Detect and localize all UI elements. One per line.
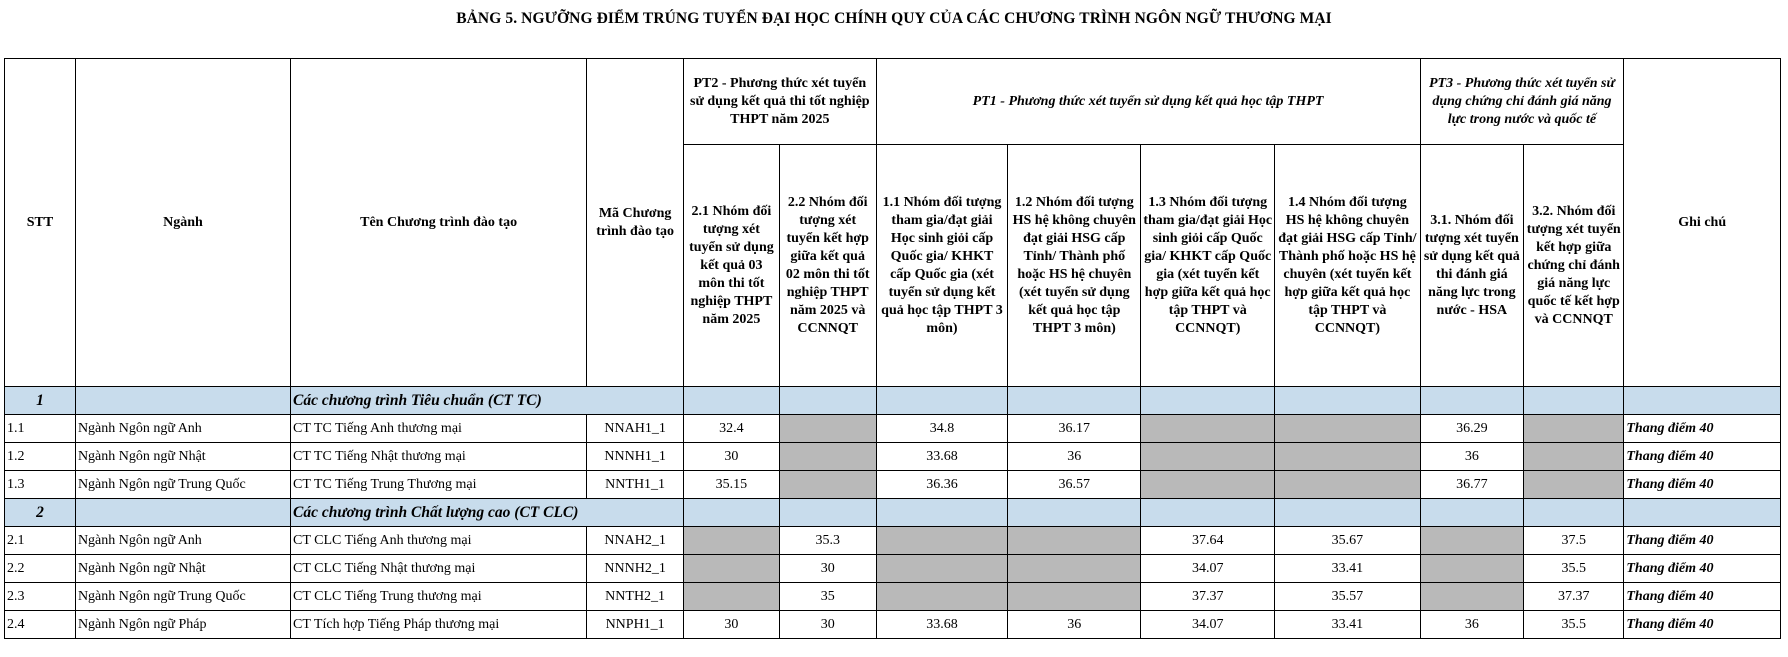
score-cell: 33.68 [876,443,1008,471]
score-cell: 33.41 [1275,555,1420,583]
row-stt: 1.3 [5,471,76,499]
header-pt2: PT2 - Phương thức xét tuyển sử dụng kết quả thi tốt nghiệp THPT năm 2025 [684,59,877,145]
score-cell: 36.17 [1008,415,1141,443]
score-cell: 30 [779,611,876,639]
row-program-name: CT TC Tiếng Nhật thương mại [291,443,587,471]
header-sub-3-1: 3.1. Nhóm đối tượng xét tuyển sử dụng kết quả thi đánh giá năng lực trong nước - HSA [1420,145,1524,387]
row-program-code: NNAH1_1 [587,415,684,443]
section-empty-cell [1275,499,1420,527]
row-note: Thang điểm 40 [1624,415,1781,443]
header-sub-1-1: 1.1 Nhóm đối tượng tham gia/đạt giải Học sinh giỏi cấp Quốc gia/ KHKT cấp Quốc gia (xét tuyển sử dụng kết quả học tập THPT 3 môn) [876,145,1008,387]
score-cell: 36.36 [876,471,1008,499]
table-body [5,387,1781,639]
section-row [5,387,1781,415]
section-title: Các chương trình Tiêu chuẩn (CT TC) [291,387,684,415]
table-row [5,611,1781,639]
row-program-code: NNPH1_1 [587,611,684,639]
score-cell: 35.67 [1275,527,1420,555]
header-program-code: Mã Chương trình đào tạo [587,59,684,387]
row-stt: 1.1 [5,415,76,443]
table-title: BẢNG 5. NGƯỠNG ĐIỂM TRÚNG TUYỂN ĐẠI HỌC CHÍNH QUY CỦA CÁC CHƯƠNG TRÌNH NGÔN NGỮ THƯƠNG MẠI [456,10,1332,27]
score-cell: 37.5 [1524,527,1624,555]
header-sub-3-2: 3.2. Nhóm đối tượng xét tuyển kết hợp giữa chứng chỉ đánh giá năng lực quốc tế kết hợp và CCNNQT [1524,145,1624,387]
empty-score-cell [1275,471,1420,499]
header-stt: STT [5,59,76,387]
row-stt: 1.2 [5,443,76,471]
section-row [5,499,1781,527]
section-empty-cell [1624,499,1781,527]
row-stt: 2.2 [5,555,76,583]
table-row [5,415,1781,443]
score-cell: 34.8 [876,415,1008,443]
row-note: Thang điểm 40 [1624,443,1781,471]
score-cell: 30 [779,555,876,583]
section-empty-cell [876,387,1008,415]
row-note: Thang điểm 40 [1624,583,1781,611]
row-note: Thang điểm 40 [1624,611,1781,639]
header-sub-1-4: 1.4 Nhóm đối tượng HS hệ không chuyên đạt giải HSG cấp Tỉnh/ Thành phố hoặc HS hệ chuyên (xét tuyển kết hợp giữa kết quả học tập THPT và CCNNQT) [1275,145,1420,387]
score-cell: 36 [1008,443,1141,471]
section-empty-cell [1008,499,1141,527]
header-sub-2-2: 2.2 Nhóm đối tượng xét tuyển kết hợp giữa kết quả 02 môn thi tốt nghiệp THPT năm 2025 và CCNNQT [779,145,876,387]
row-major: Ngành Ngôn ngữ Nhật [75,555,290,583]
header-sub-1-2: 1.2 Nhóm đối tượng HS hệ không chuyên đạt giải HSG cấp Tỉnh/ Thành phố hoặc HS hệ chuyên (xét tuyển sử dụng kết quả học tập THPT 3 môn) [1008,145,1141,387]
row-program-code: NNNH1_1 [587,443,684,471]
section-empty-cell [75,387,290,415]
score-cell: 35.5 [1524,611,1624,639]
empty-score-cell [684,527,780,555]
row-program-name: CT Tích hợp Tiếng Pháp thương mại [291,611,587,639]
row-program-code: NNNH2_1 [587,555,684,583]
row-program-code: NNTH1_1 [587,471,684,499]
row-program-name: CT TC Tiếng Anh thương mại [291,415,587,443]
row-program-name: CT TC Tiếng Trung Thương mại [291,471,587,499]
empty-score-cell [1275,415,1420,443]
section-empty-cell [1008,387,1141,415]
row-major: Ngành Ngôn ngữ Anh [75,415,290,443]
score-cell: 34.07 [1141,555,1275,583]
section-empty-cell [876,499,1008,527]
section-number: 1 [5,387,76,415]
section-empty-cell [1275,387,1420,415]
empty-score-cell [1141,443,1275,471]
section-empty-cell [1524,387,1624,415]
score-cell: 35.57 [1275,583,1420,611]
score-cell: 37.37 [1141,583,1275,611]
score-cell: 33.41 [1275,611,1420,639]
score-cell: 35.3 [779,527,876,555]
section-empty-cell [684,387,780,415]
score-cell: 34.07 [1141,611,1275,639]
empty-score-cell [779,443,876,471]
row-major: Ngành Ngôn ngữ Trung Quốc [75,471,290,499]
section-empty-cell [1420,499,1524,527]
row-note: Thang điểm 40 [1624,527,1781,555]
score-cell: 32.4 [684,415,780,443]
header-pt3: PT3 - Phương thức xét tuyển sử dụng chứng chỉ đánh giá năng lực trong nước và quốc tế [1420,59,1624,145]
header-sub-2-1: 2.1 Nhóm đối tượng xét tuyển sử dụng kết quả 03 môn thi tốt nghiệp THPT năm 2025 [684,145,780,387]
row-program-name: CT CLC Tiếng Anh thương mại [291,527,587,555]
empty-score-cell [684,583,780,611]
header-row-groups [5,59,1781,145]
empty-score-cell [1524,443,1624,471]
empty-score-cell [1524,415,1624,443]
row-program-code: NNTH2_1 [587,583,684,611]
empty-score-cell [1420,555,1524,583]
empty-score-cell [1275,443,1420,471]
score-cell: 35 [779,583,876,611]
score-cell: 30 [684,611,780,639]
empty-score-cell [1008,527,1141,555]
table-row [5,555,1781,583]
row-program-name: CT CLC Tiếng Nhật thương mại [291,555,587,583]
row-note: Thang điểm 40 [1624,471,1781,499]
empty-score-cell [1008,583,1141,611]
empty-score-cell [1524,471,1624,499]
cutoff-score-table [4,58,1781,639]
table-row [5,527,1781,555]
empty-score-cell [779,471,876,499]
row-program-name: CT CLC Tiếng Trung thương mại [291,583,587,611]
empty-score-cell [779,415,876,443]
row-stt: 2.1 [5,527,76,555]
empty-score-cell [684,555,780,583]
score-cell: 36 [1420,443,1524,471]
section-empty-cell [684,499,780,527]
score-cell: 37.64 [1141,527,1275,555]
header-nganh: Ngành [75,59,290,387]
row-stt: 2.3 [5,583,76,611]
section-empty-cell [1624,387,1781,415]
section-number: 2 [5,499,76,527]
section-empty-cell [779,499,876,527]
header-program-name: Tên Chương trình đào tạo [291,59,587,387]
empty-score-cell [876,583,1008,611]
section-empty-cell [1420,387,1524,415]
section-empty-cell [1141,387,1275,415]
empty-score-cell [1008,555,1141,583]
table-row [5,443,1781,471]
row-major: Ngành Ngôn ngữ Pháp [75,611,290,639]
row-stt: 2.4 [5,611,76,639]
score-cell: 33.68 [876,611,1008,639]
row-major: Ngành Ngôn ngữ Anh [75,527,290,555]
score-cell: 36.57 [1008,471,1141,499]
section-empty-cell [779,387,876,415]
empty-score-cell [1420,527,1524,555]
section-empty-cell [1141,499,1275,527]
section-title: Các chương trình Chất lượng cao (CT CLC) [291,499,684,527]
score-cell: 36 [1008,611,1141,639]
score-cell: 35.5 [1524,555,1624,583]
empty-score-cell [1420,583,1524,611]
table-row [5,583,1781,611]
empty-score-cell [1141,415,1275,443]
score-cell: 35.15 [684,471,780,499]
empty-score-cell [876,527,1008,555]
section-empty-cell [75,499,290,527]
row-major: Ngành Ngôn ngữ Trung Quốc [75,583,290,611]
empty-score-cell [1141,471,1275,499]
table-row [5,471,1781,499]
score-cell: 36.29 [1420,415,1524,443]
score-cell: 30 [684,443,780,471]
section-empty-cell [1524,499,1624,527]
header-sub-1-3: 1.3 Nhóm đối tượng tham gia/đạt giải Học sinh giỏi cấp Quốc gia/ KHKT cấp Quốc gia (xét tuyển kết hợp giữa kết quả học tập THPT và CCNNQT) [1141,145,1275,387]
score-cell: 36 [1420,611,1524,639]
row-major: Ngành Ngôn ngữ Nhật [75,443,290,471]
header-notes: Ghi chú [1624,59,1781,387]
row-program-code: NNAH2_1 [587,527,684,555]
header-pt1: PT1 - Phương thức xét tuyển sử dụng kết quả học tập THPT [876,59,1420,145]
score-cell: 37.37 [1524,583,1624,611]
score-cell: 36.77 [1420,471,1524,499]
empty-score-cell [876,555,1008,583]
row-note: Thang điểm 40 [1624,555,1781,583]
